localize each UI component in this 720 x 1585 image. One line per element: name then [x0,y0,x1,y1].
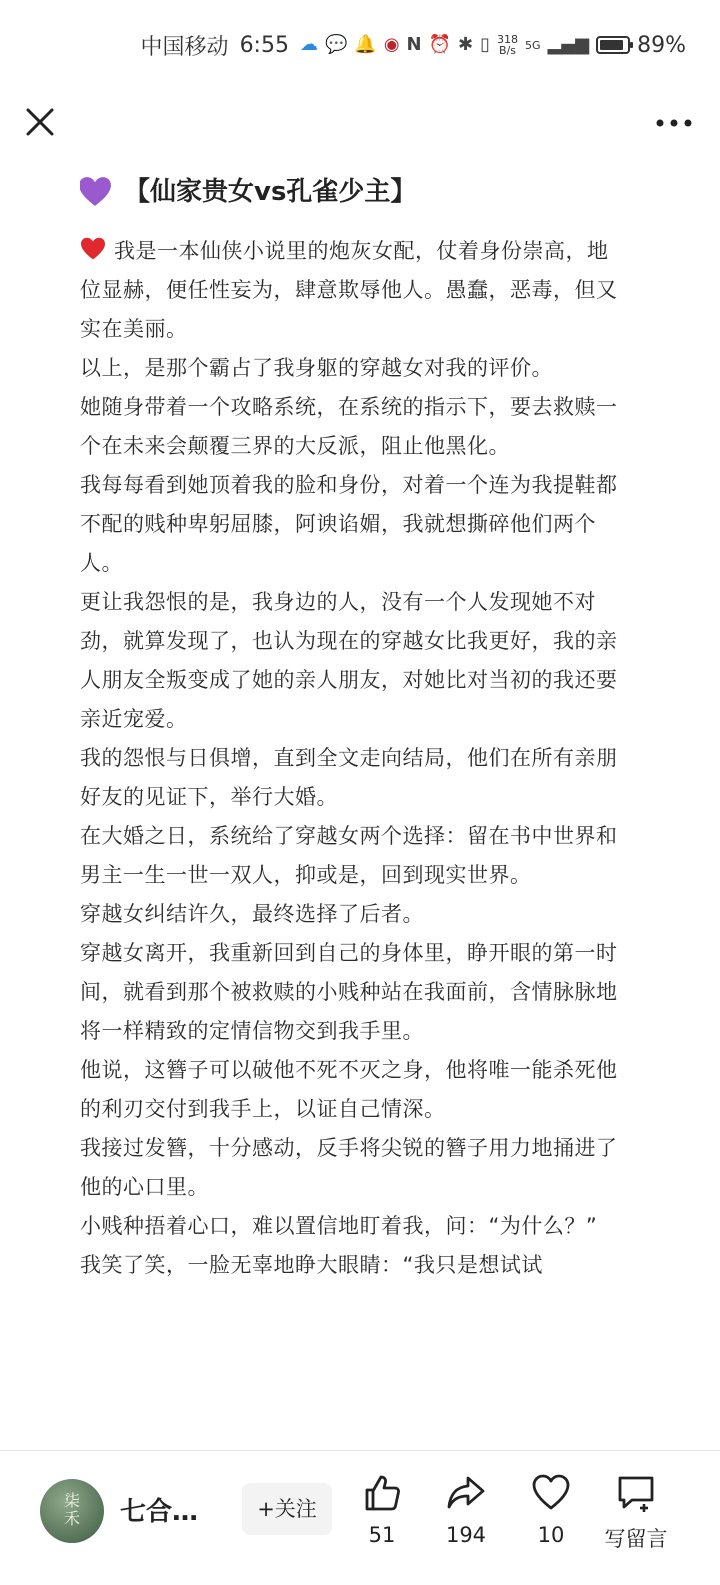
post-title: 【仙家贵女vs孔雀少主】 [124,177,417,207]
bottom-action-bar [0,1450,720,1585]
heart-outline-icon [531,1473,571,1513]
post-body [80,232,620,1285]
avatar-text: 柒禾 [63,1491,80,1528]
bluetooth-icon: ✱ [458,34,474,55]
paragraph: 她随身带着一个攻略系统，在系统的指示下，要去救赎一个在未来会颠覆三界的大反派，阻止他黑化。 [80,395,618,458]
paragraph: 在大婚之日，系统给了穿越女两个选择：留在书中世界和男主一生一世一双人，抑或是，回到现实世界。 [80,824,618,887]
bell-icon: 🔔 [354,34,377,55]
weather-app-icon: ☁ [299,34,318,55]
alarm-icon: ⏰ [428,34,452,55]
status-bar [0,0,720,90]
follow-button[interactable]: +关注 [242,1483,332,1535]
paragraph: 他说，这簪子可以破他不死不灭之身，他将唯一能杀死他的利刃交付到我手上，以证自己情深。 [80,1058,618,1121]
paragraph: 更让我怨恨的是，我身边的人，没有一个人发现她不对劲，就算发现了，也认为现在的穿越女比我更好，我的亲人朋友全叛变成了她的亲人朋友，对她比对当初的我还要亲近宠爱。 [80,590,618,731]
like-count: 51 [368,1523,396,1547]
more-icon [650,108,698,138]
nfc-icon: N [406,34,422,55]
share-count: 194 [445,1523,487,1547]
close-icon [22,104,58,140]
share-arrow-icon [446,1473,486,1513]
paragraph: 穿越女离开，我重新回到自己的身体里，睁开眼的第一时间，就看到那个被救赎的小贱种站在我面前，含情脉脉地将一样精致的定情信物交到我手里。 [80,941,618,1043]
signal-icon: ▂▄▆ [547,34,590,55]
network-type: 5G [525,38,541,52]
more-options-button[interactable] [650,108,698,138]
clock: 6:55 [239,32,289,58]
battery-percent: 89% [637,32,686,58]
favorite-button[interactable] [511,1473,591,1547]
close-button[interactable] [22,104,58,140]
paragraph: 以上，是那个霸占了我身躯的穿越女对我的评价。 [80,356,553,380]
paragraph-text: 我是一本仙侠小说里的炮灰女配，仗着身份崇高，地位显赫，便任性妄为，肆意欺辱他人。愚蠢，恶毒，但又实在美丽。 [80,239,618,341]
like-button[interactable] [342,1473,422,1547]
red-heart-icon [80,237,106,261]
paragraph: 我的怨恨与日俱增，直到全文走向结局，他们在所有亲朋好友的见证下，举行大婚。 [80,746,618,809]
paragraph: 我笑了笑，一脸无辜地睁大眼睛：“我只是想试试 [80,1253,543,1277]
network-speed [497,34,518,56]
author-name[interactable]: 七合… [120,1497,199,1527]
content-fade [0,1390,720,1450]
net-speed-value: 318 [497,33,519,46]
comment-button[interactable] [596,1473,676,1553]
bank-app-icon: ◉ [383,34,400,55]
comment-add-icon [615,1473,657,1513]
top-nav [0,90,720,170]
carrier-label: 中国移动 [140,34,229,60]
thumbs-up-icon [362,1473,402,1513]
post-content [80,170,620,1450]
comment-label: 写留言 [604,1527,668,1551]
message-icon: 💬 [324,34,348,55]
author-avatar[interactable] [40,1479,104,1543]
vibrate-icon: ▯ [480,34,491,55]
battery-icon [596,36,630,54]
purple-heart-icon [80,175,112,209]
share-button[interactable] [426,1473,506,1547]
post-title-row [80,170,620,214]
paragraph [80,232,620,349]
net-speed-unit: B/s [499,44,517,57]
paragraph: 穿越女纠结许久，最终选择了后者。 [80,902,424,926]
paragraph: 小贱种捂着心口，难以置信地盯着我，问：“为什么？” [80,1214,598,1238]
paragraph: 我每每看到她顶着我的脸和身份，对着一个连为我提鞋都不配的贱种卑躬屈膝，阿谀谄媚，我就想撕碎他们两个人。 [80,473,618,575]
paragraph: 我接过发簪，十分感动，反手将尖锐的簪子用力地捅进了他的心口里。 [80,1136,618,1199]
favorite-count: 10 [537,1523,565,1547]
